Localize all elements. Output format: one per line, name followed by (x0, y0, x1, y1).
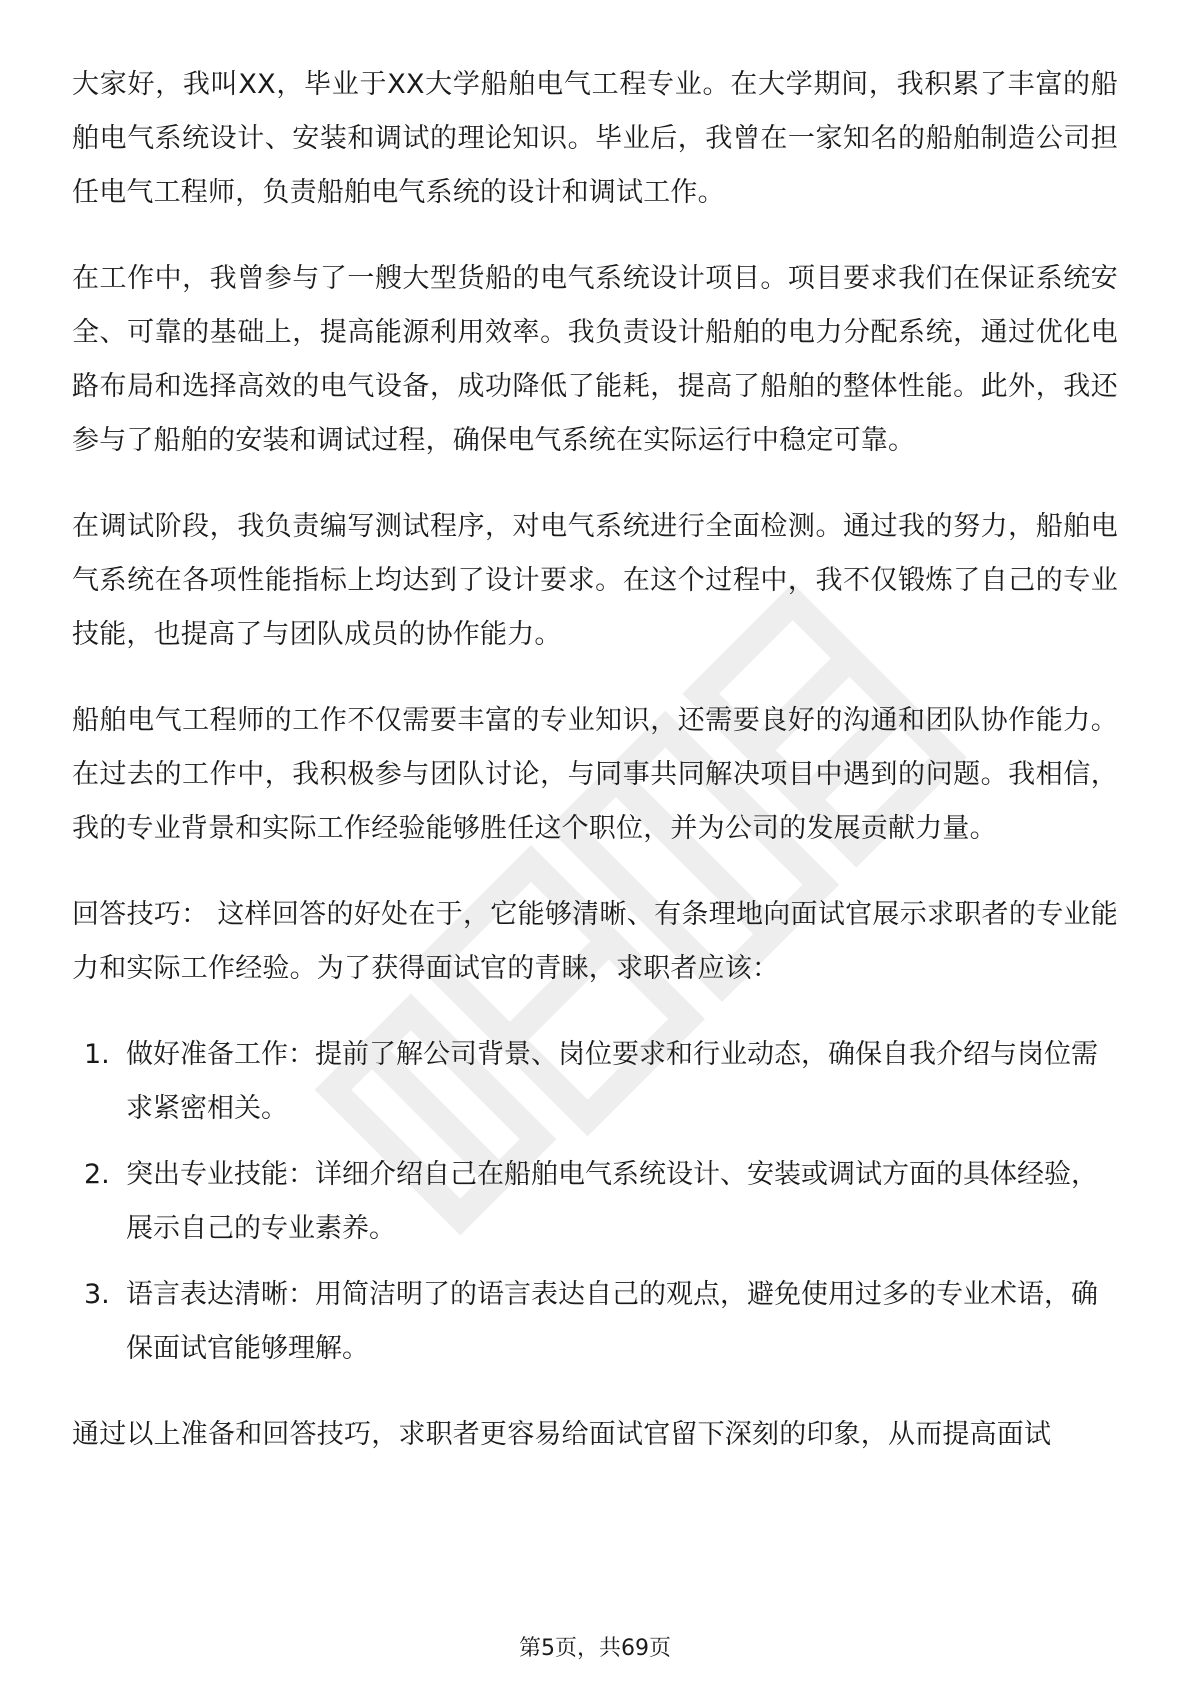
list-item-number: 1. (84, 1039, 110, 1070)
page-number-footer: 第5页，共69页 (519, 1636, 671, 1661)
answer-tips-paragraph: 回答技巧： 这样回答的好处在于，它能够清晰、有条理地向面试官展示求职者的专业能力和实际工作经验。为了获得面试官的青睐，求职者应该： (72, 899, 1118, 984)
work-experience-paragraph: 在工作中，我曾参与了一艘大型货船的电气系统设计项目。项目要求我们在保证系统安全、可靠的基础上，提高能源利用效率。我负责设计船舶的电力分配系统，通过优化电路布局和选择高效的电气设备，成功降低了能耗，提高了船舶的整体性能。此外，我还参与了船舶的安装和调试过程，确保电气系统在实际运行中稳定可靠。 (72, 263, 1118, 456)
intro-paragraph: 大家好，我叫XX，毕业于XX大学船舶电气工程专业。在大学期间，我积累了丰富的船舶电气系统设计、安装和调试的理论知识。毕业后，我曾在一家知名的船舶制造公司担任电气工程师，负责船舶电气系统的设计和调试工作。 (72, 69, 1118, 208)
list-item-number: 2. (84, 1159, 110, 1190)
list-item-number: 3. (84, 1279, 110, 1310)
list-item-text: 做好准备工作：提前了解公司背景、岗位要求和行业动态，确保自我介绍与岗位需求紧密相关。 (126, 1039, 1098, 1124)
debugging-paragraph: 在调试阶段，我负责编写测试程序，对电气系统进行全面检测。通过我的努力，船舶电气系统在各项性能指标上均达到了设计要求。在这个过程中，我不仅锻炼了自己的专业技能，也提高了与团队成员的协作能力。 (72, 511, 1118, 650)
list-item-text: 语言表达清晰：用简洁明了的语言表达自己的观点，避免使用过多的专业术语，确保面试官能够理解。 (126, 1279, 1098, 1364)
closing-paragraph: 通过以上准备和回答技巧，求职者更容易给面试官留下深刻的印象，从而提高面试 (72, 1419, 1052, 1450)
skills-paragraph: 船舶电气工程师的工作不仅需要丰富的专业知识，还需要良好的沟通和团队协作能力。在过去的工作中，我积极参与团队讨论，与同事共同解决项目中遇到的问题。我相信，我的专业背景和实际工作经验能够胜任这个职位，并为公司的发展贡献力量。 (72, 705, 1118, 844)
list-item (72, 1148, 1118, 1256)
main-content (72, 58, 1118, 1494)
list-item (72, 1028, 1118, 1136)
list-item (72, 1268, 1118, 1376)
list-item-text: 突出专业技能：详细介绍自己在船舶电气系统设计、安装或调试方面的具体经验，展示自己的专业素养。 (126, 1159, 1098, 1244)
tips-list (72, 1028, 1118, 1376)
